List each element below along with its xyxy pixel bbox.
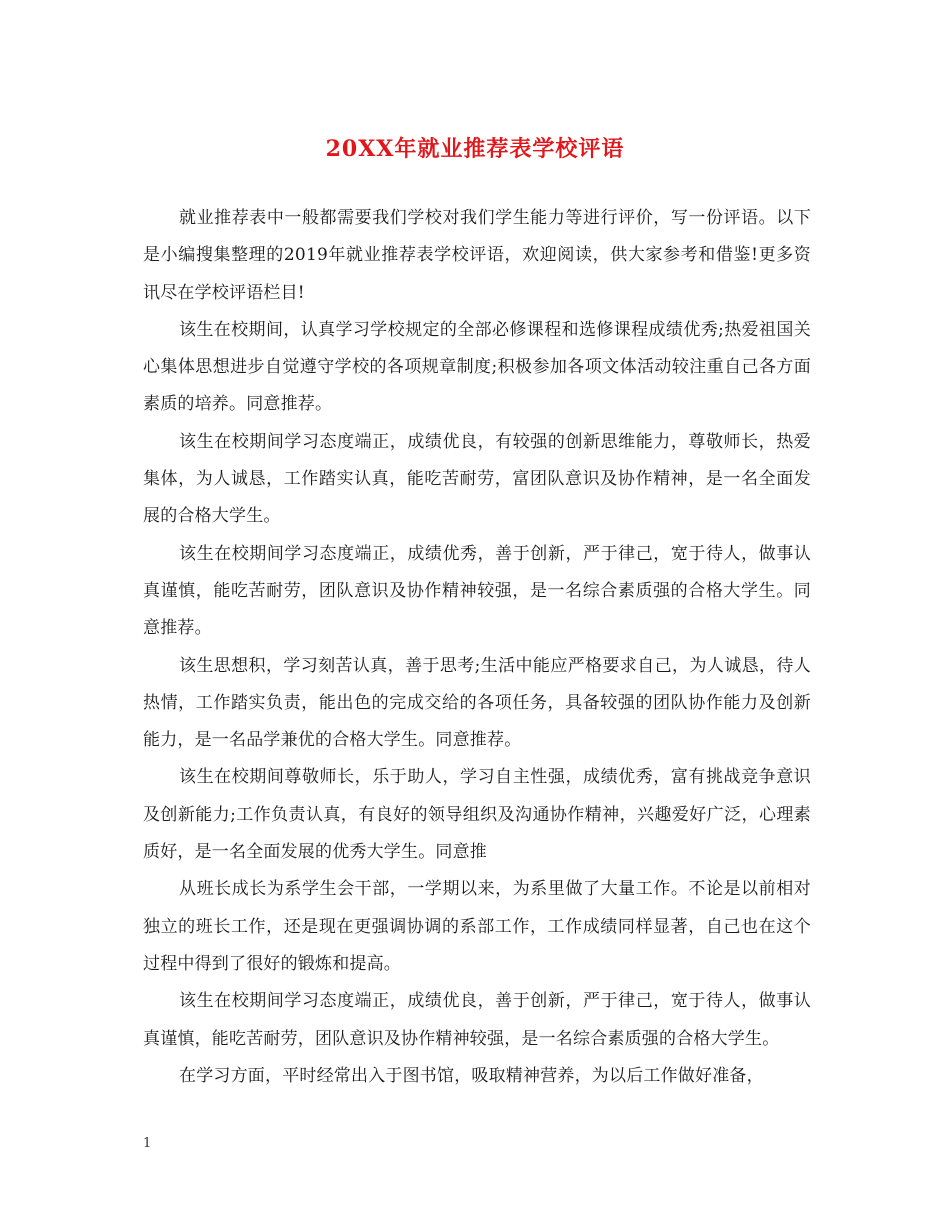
document-body <box>143 200 811 1095</box>
paragraph-comment-5: 该生在校期间尊敬师长，乐于助人，学习自主性强，成绩优秀，富有挑战竞争意识及创新能力;工作负责认真，有良好的领导组织及沟通协作精神，兴趣爱好广泛，心理素质好，是一名全面发展的优秀大学生。同意推 <box>143 767 811 863</box>
page-number: 1 <box>143 1136 152 1151</box>
paragraph-comment-8: 在学习方面，平时经常出入于图书馆，吸取精神营养，为以后工作做好准备， <box>179 1065 764 1086</box>
paragraph-comment-4: 该生思想积，学习刻苦认真，善于思考;生活中能应严格要求自己，为人诚恳，待人热情，工作踏实负责，能出色的完成交给的各项任务，具备较强的团队协作能力及创新能力，是一名品学兼优的合格大学生。同意推荐。 <box>143 655 811 751</box>
paragraph-intro: 就业推荐表中一般都需要我们学校对我们学生能力等进行评价，写一份评语。以下是小编搜集整理的2019年就业推荐表学校评语，欢迎阅读，供大家参考和借鉴!更多资讯尽在学校评语栏目! <box>143 208 811 303</box>
paragraph-comment-2: 该生在校期间学习态度端正，成绩优良，有较强的创新思维能力，尊敬师长，热爱集体，为人诚恳，工作踏实认真，能吃苦耐劳，富团队意识及协作精神，是一名全面发展的合格大学生。 <box>143 431 811 527</box>
paragraph-comment-3: 该生在校期间学习态度端正，成绩优秀，善于创新，严于律己，宽于待人，做事认真谨慎，能吃苦耐劳，团队意识及协作精神较强，是一名综合素质强的合格大学生。同意推荐。 <box>143 543 811 639</box>
paragraph-comment-6: 从班长成长为系学生会干部，一学期以来，为系里做了大量工作。不论是以前相对独立的班长工作，还是现在更强调协调的系部工作，工作成绩同样显著，自己也在这个过程中得到了很好的锻炼和提高。 <box>143 879 811 974</box>
document-title: 20XX年就业推荐表学校评语 <box>325 136 625 162</box>
paragraph-comment-7: 该生在校期间学习态度端正，成绩优良，善于创新，严于律己，宽于待人，做事认真谨慎，能吃苦耐劳，团队意识及协作精神较强，是一名综合素质强的合格大学生。 <box>143 991 811 1049</box>
paragraph-comment-1: 该生在校期间，认真学习学校规定的全部必修课程和选修课程成绩优秀;热爱祖国关心集体思想进步自觉遵守学校的各项规章制度;积极参加各项文体活动较注重自己各方面素质的培养。同意推荐。 <box>143 319 811 415</box>
